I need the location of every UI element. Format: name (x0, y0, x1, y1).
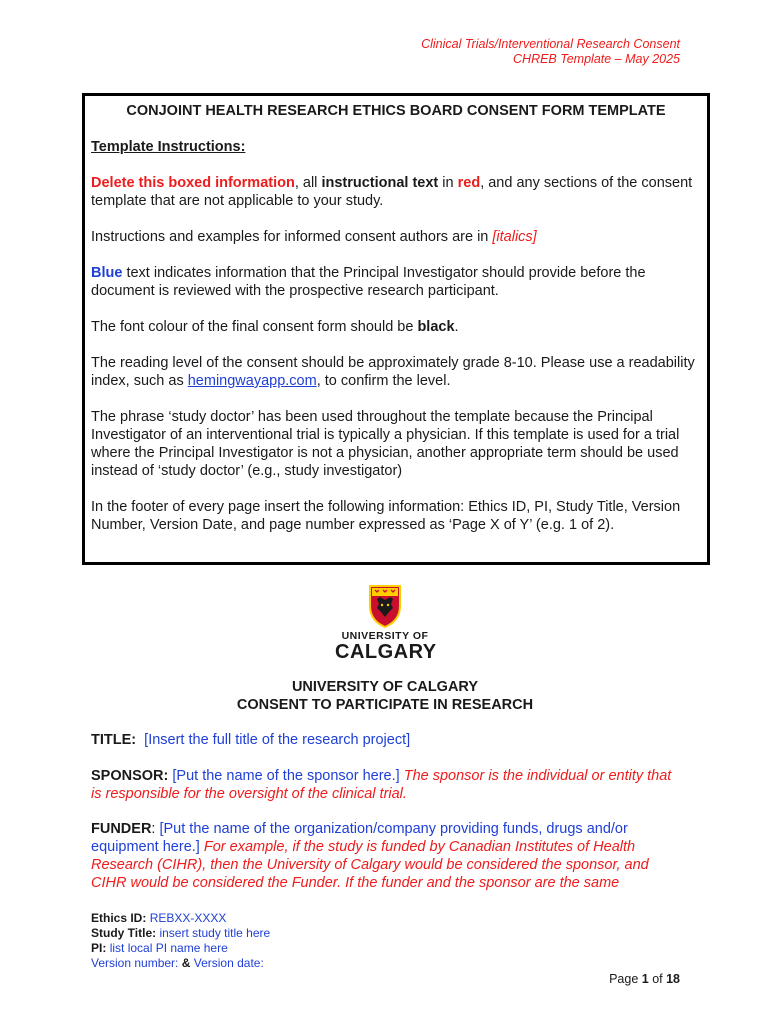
sponsor-field (91, 767, 681, 803)
consent-heading: CONSENT TO PARTICIPATE IN RESEARCH (236, 697, 534, 713)
header-line-2: CHREB Template – May 2025 (513, 52, 680, 66)
hemingway-link[interactable]: hemingwayapp.com (187, 373, 317, 389)
page-header (421, 37, 680, 67)
text: text indicates information that the Principal Investigator should provide before the document is reviewed with the prospective research participant. (91, 265, 646, 299)
funder-colon: : (151, 821, 156, 837)
text: The font colour of the final consent form should be (91, 319, 418, 335)
funder-field (91, 820, 681, 892)
institution-heading: UNIVERSITY OF CALGARY (291, 679, 479, 695)
text-blue-bold: Blue (91, 265, 123, 281)
text-bold: black (417, 319, 455, 335)
instruction-paragraph-footer: In the footer of every page insert the following information: Ethics ID, PI, Study Title, Version Number, Version Date, and page number expressed as ‘Page X of Y’ (e.g. 1 of 2). (91, 499, 681, 533)
instructions-heading: Template Instructions: (91, 139, 246, 155)
university-logo (335, 584, 437, 663)
footer-ethics-id (91, 911, 270, 926)
page-current: 1 (641, 972, 649, 986)
text: , to confirm the level. (316, 373, 451, 389)
text: . (454, 319, 459, 335)
ampersand: & (181, 956, 191, 970)
logo-text-university-of: UNIVERSITY OF (341, 630, 429, 642)
text-red-bold: Delete this boxed information (91, 175, 295, 191)
title-value: [Insert the full title of the research project] (144, 732, 411, 748)
instruction-paragraph-font-colour (91, 318, 701, 336)
text-bold: instructional text (321, 175, 439, 191)
sponsor-note: The sponsor is the individual or entity that is responsible for the oversight of the clinical trial. (91, 768, 672, 802)
funder-value: [Put the name of the organization/company providing funds, drugs and/or equipment here.] (91, 821, 628, 855)
ethics-value: REBXX-XXXX (149, 911, 227, 925)
study-label: Study Title: (91, 926, 157, 940)
version-date-label: Version date: (193, 956, 264, 970)
crest-icon (368, 584, 402, 628)
instruction-paragraph-blue (91, 264, 701, 300)
funder-note: For example, if the study is funded by Canadian Institutes of Health Research (CIHR), then the University of Calgary would be considered the sponsor, and CIHR would be considered the Funder. If the funder and the sponsor are the same (91, 839, 649, 891)
page-prefix: Page (609, 972, 642, 986)
version-number-label: Version number: (91, 956, 179, 970)
text: Instructions and examples for informed consent authors are in (91, 229, 493, 245)
text: , and any sections of the consent template that are not applicable to your study. (91, 175, 693, 209)
text: in (438, 175, 458, 191)
page-number (609, 972, 680, 986)
text-red-bold: red (457, 175, 481, 191)
text: The reading level of the consent should be approximately grade 8-10. Please use a readability index, such as (91, 355, 695, 389)
page-of: of (648, 972, 667, 986)
page-total: 18 (666, 972, 680, 986)
funder-label: FUNDER (91, 821, 152, 837)
header-line-1: Clinical Trials/Interventional Research Consent (421, 37, 680, 51)
logo-text-calgary: CALGARY (335, 641, 437, 663)
ethics-label: Ethics ID: (91, 911, 147, 925)
pi-value: list local PI name here (109, 941, 228, 955)
text-red-italic: [italics] (492, 229, 537, 245)
text: , all (294, 175, 322, 191)
footer-pi (91, 941, 270, 956)
footer-version (91, 956, 270, 971)
title-field (91, 731, 681, 749)
instruction-paragraph-reading-level (91, 354, 701, 390)
instruction-paragraph-study-doctor: The phrase ‘study doctor’ has been used throughout the template because the Principal Investigator of an interventional trial is typically a physician. If this template is used for a trial where the Principal Investigator is not a physician, another appropriate term should be used instead of ‘study doctor’ (e.g., study investigator) (91, 409, 680, 479)
instruction-paragraph-italics (91, 228, 701, 246)
instructions-box (82, 93, 710, 565)
pi-label: PI: (91, 941, 107, 955)
sponsor-label: SPONSOR: (91, 768, 169, 784)
page-footer (91, 911, 270, 971)
instruction-paragraph-delete (91, 174, 701, 210)
box-title: CONJOINT HEALTH RESEARCH ETHICS BOARD CONSENT FORM TEMPLATE (126, 103, 666, 119)
title-label: TITLE: (91, 732, 137, 748)
footer-study-title (91, 926, 270, 941)
sponsor-value: [Put the name of the sponsor here.] (172, 768, 400, 784)
study-value: insert study title here (159, 926, 271, 940)
